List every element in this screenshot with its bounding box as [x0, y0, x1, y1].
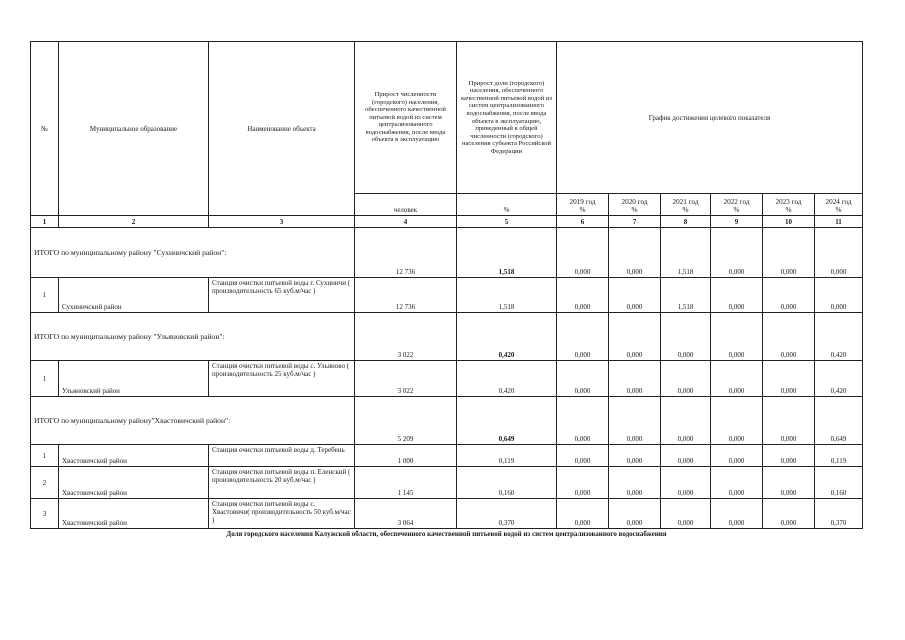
cell-object: Станция очистки питьевой воды с. Хвастовичи( производительность 50 куб.м/час )	[209, 499, 355, 529]
cell-year-value: 0,000	[711, 278, 763, 313]
cell-year-value: 0,000	[557, 445, 609, 467]
cell-year-value: 0,000	[711, 313, 763, 361]
cell-year-value: 0,000	[661, 361, 711, 397]
col-number: 7	[609, 216, 661, 228]
cell-year-value: 0,000	[763, 278, 815, 313]
cell-people: 1 000	[355, 445, 457, 467]
cell-municipality: Хвастовичский район	[59, 499, 209, 529]
year-2023	[763, 194, 815, 216]
year-unit: %	[733, 206, 740, 214]
cell-year-value: 0,000	[815, 228, 863, 278]
cell-municipality: Хвастовичский район	[59, 467, 209, 499]
cell-year-value: 1,518	[661, 228, 711, 278]
cell-year-value: 0,000	[711, 499, 763, 529]
year-unit: %	[835, 206, 842, 214]
header-num: №	[31, 42, 59, 216]
header-growth-share: Прирост доли (городского) населения, обеспеченного качественной питьевой водой из систем централизованного водоснабжения, после ввода объекта в эксплуатацию, приведенный к общей численности (городского) населения субъекта Российской Федерации	[457, 42, 557, 194]
cell-municipality: Ульяновский район	[59, 361, 209, 397]
col-number: 9	[711, 216, 763, 228]
cell-year-value: 0,000	[557, 228, 609, 278]
cell-share: 0,370	[457, 499, 557, 529]
header-row	[31, 42, 863, 194]
year-2024	[815, 194, 863, 216]
cell-year-value: 0,000	[763, 445, 815, 467]
cell-year-value: 0,000	[609, 361, 661, 397]
total-label: ИТОГО по муниципальному району "Ульяновский район":	[31, 313, 355, 361]
year-2020	[609, 194, 661, 216]
unit-pct: %	[457, 194, 557, 216]
cell-people: 12 736	[355, 278, 457, 313]
cell-year-value: 0,000	[661, 499, 711, 529]
total-label: ИТОГО по муниципальному району"Хвастовичский район":	[31, 397, 355, 445]
year-label: 2022 год	[723, 198, 750, 206]
year-unit: %	[631, 206, 638, 214]
table-footer-caption: Доля городского населения Калужской области, обеспеченного качественной питьевой водой из систем централизованного водоснабжения	[226, 530, 667, 538]
cell-year-value: 0,649	[815, 397, 863, 445]
cell-object: Станция очистки питьевой воды г. Сухиничи ( производительность 65 куб.м/час )	[209, 278, 355, 313]
cell-year-value: 0,000	[609, 397, 661, 445]
total-row	[31, 228, 863, 278]
cell-year-value: 0,000	[557, 397, 609, 445]
footer-row	[31, 529, 863, 540]
cell-people: 3 064	[355, 499, 457, 529]
cell-object: Станция очистки питьевой воды д. Теребень	[209, 445, 355, 467]
cell-year-value: 0,000	[711, 467, 763, 499]
cell-year-value: 0,000	[557, 313, 609, 361]
row-number: 1	[31, 361, 59, 397]
table-row	[31, 278, 863, 313]
table-row	[31, 499, 863, 529]
year-label: 2024 год	[825, 198, 852, 206]
cell-share: 0,649	[457, 397, 557, 445]
cell-year-value: 0,420	[815, 313, 863, 361]
cell-year-value: 0,000	[661, 397, 711, 445]
cell-year-value: 0,000	[763, 313, 815, 361]
year-unit: %	[579, 206, 586, 214]
cell-people: 12 736	[355, 228, 457, 278]
cell-year-value: 0,370	[815, 499, 863, 529]
cell-year-value: 0,000	[609, 278, 661, 313]
header-schedule: График достижения целевого показателя	[557, 42, 863, 194]
cell-year-value: 0,000	[711, 445, 763, 467]
year-label: 2023 год	[775, 198, 802, 206]
cell-year-value: 0,000	[557, 499, 609, 529]
cell-year-value: 0,000	[815, 278, 863, 313]
year-2019	[557, 194, 609, 216]
cell-year-value: 0,000	[711, 361, 763, 397]
cell-year-value: 0,000	[763, 499, 815, 529]
col-number: 8	[661, 216, 711, 228]
col-number: 3	[209, 216, 355, 228]
cell-year-value: 0,119	[815, 445, 863, 467]
year-unit: %	[785, 206, 792, 214]
cell-people: 1 145	[355, 467, 457, 499]
table-row	[31, 467, 863, 499]
cell-year-value: 0,160	[815, 467, 863, 499]
year-label: 2019 год	[569, 198, 596, 206]
year-label: 2020 год	[621, 198, 648, 206]
cell-year-value: 0,000	[661, 467, 711, 499]
header-growth-population: Прирост численности (городского) населения, обеспеченного качественной питьевой водой из систем централизованного водоснабжения, после ввода объекта в эксплуатацию	[355, 42, 457, 194]
cell-year-value: 0,000	[763, 397, 815, 445]
cell-object: Станция очистки питьевой воды с. Ульяново ( производительность 25 куб.м/час )	[209, 361, 355, 397]
cell-year-value: 0,000	[609, 313, 661, 361]
column-numbers-row	[31, 216, 863, 228]
cell-year-value: 0,000	[661, 313, 711, 361]
cell-people: 3 022	[355, 361, 457, 397]
cell-year-value: 0,000	[763, 228, 815, 278]
cell-share: 0,119	[457, 445, 557, 467]
year-label: 2021 год	[672, 198, 699, 206]
cell-year-value: 0,000	[557, 467, 609, 499]
cell-share: 0,420	[457, 361, 557, 397]
cell-share: 1,518	[457, 228, 557, 278]
table-row	[31, 361, 863, 397]
cell-year-value: 0,000	[609, 445, 661, 467]
unit-people: человек	[355, 194, 457, 216]
target-indicator-table	[30, 41, 863, 539]
cell-municipality: Хвастовичский район	[59, 445, 209, 467]
cell-year-value: 0,000	[557, 361, 609, 397]
cell-year-value: 0,000	[609, 228, 661, 278]
year-unit: %	[682, 206, 689, 214]
col-number: 1	[31, 216, 59, 228]
cell-object: Станция очистки питьевой воды п. Еленский ( производительность 20 куб.м/час )	[209, 467, 355, 499]
cell-year-value: 0,000	[763, 361, 815, 397]
cell-share: 1,518	[457, 278, 557, 313]
header-object: Наименование объекта	[209, 42, 355, 216]
cell-share: 0,160	[457, 467, 557, 499]
col-number: 10	[763, 216, 815, 228]
table-row	[31, 445, 863, 467]
cell-year-value: 0,000	[661, 445, 711, 467]
row-number: 1	[31, 278, 59, 313]
cell-year-value: 0,000	[557, 278, 609, 313]
document-sheet	[30, 41, 862, 539]
col-number: 4	[355, 216, 457, 228]
total-row	[31, 313, 863, 361]
cell-people: 5 209	[355, 397, 457, 445]
total-label: ИТОГО по муниципальному району "Сухиничский район":	[31, 228, 355, 278]
cell-municipality: Сухиничский район	[59, 278, 209, 313]
cell-year-value: 1,518	[661, 278, 711, 313]
col-number: 11	[815, 216, 863, 228]
row-number: 1	[31, 445, 59, 467]
cell-year-value: 0,000	[711, 397, 763, 445]
cell-year-value: 0,000	[763, 467, 815, 499]
row-number: 2	[31, 467, 59, 499]
cell-year-value: 0,000	[609, 467, 661, 499]
cell-year-value: 0,000	[711, 228, 763, 278]
col-number: 2	[59, 216, 209, 228]
col-number: 6	[557, 216, 609, 228]
cell-year-value: 0,000	[609, 499, 661, 529]
year-2021	[661, 194, 711, 216]
row-number: 3	[31, 499, 59, 529]
cell-share: 0,420	[457, 313, 557, 361]
cell-people: 3 022	[355, 313, 457, 361]
cell-year-value: 0,420	[815, 361, 863, 397]
col-number: 5	[457, 216, 557, 228]
year-2022	[711, 194, 763, 216]
total-row	[31, 397, 863, 445]
header-municipality: Муниципальное образование	[59, 42, 209, 216]
